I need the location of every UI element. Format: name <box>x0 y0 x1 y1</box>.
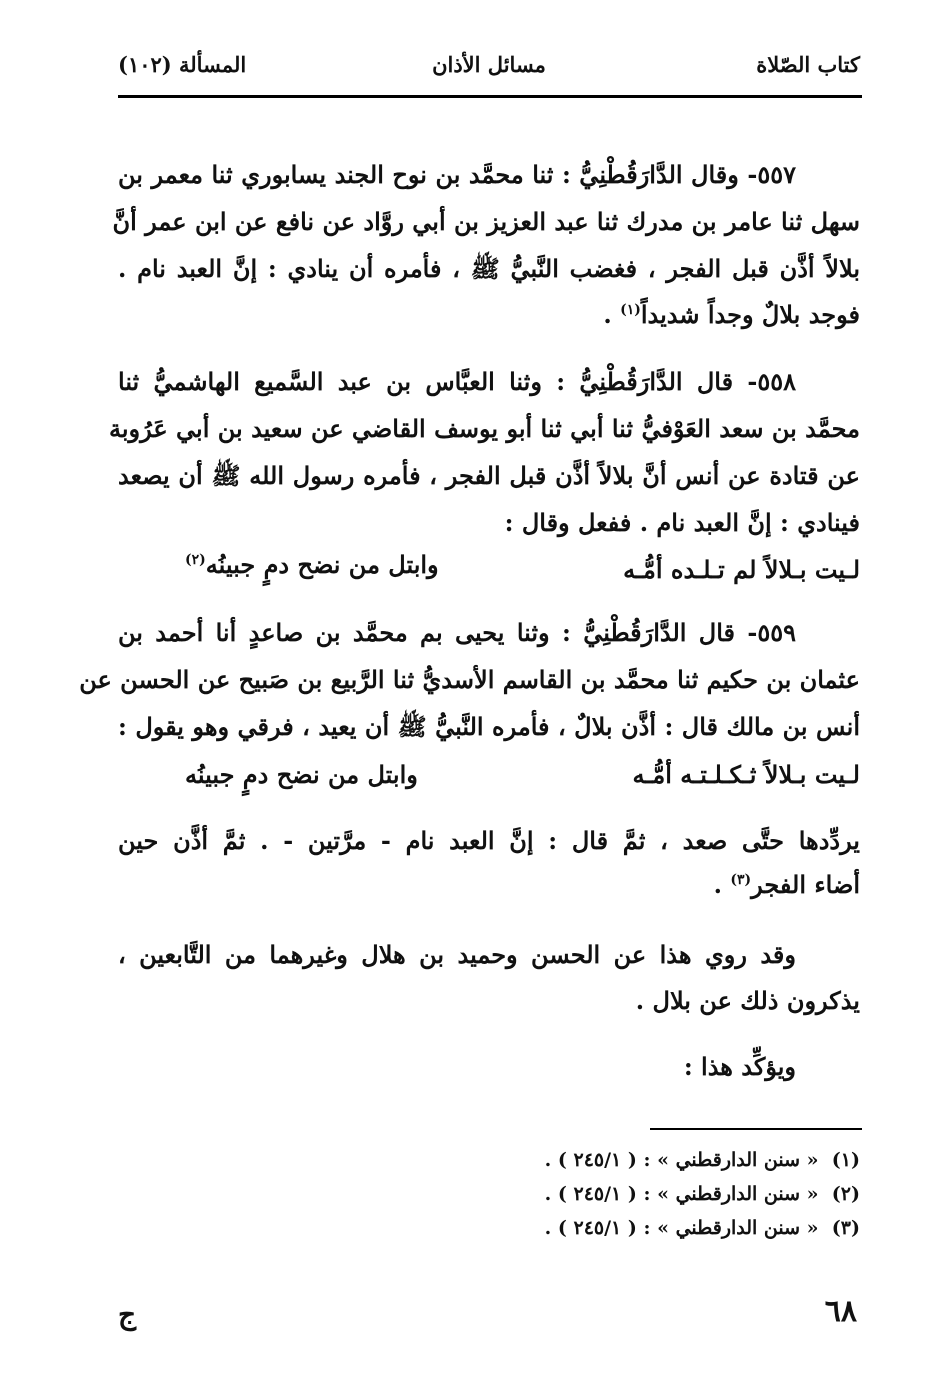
footnote-rule <box>650 1128 862 1130</box>
footnote-ref: (١) <box>620 302 641 318</box>
footnote-ref: (٢) <box>185 552 206 568</box>
footnote-text: « سنن الدارقطني » : ( ٢٤٥/١ ) . <box>544 1217 819 1239</box>
text-line: يردِّدها حتَّى صعد ، ثمَّ قال : إنَّ العبد نام - مرَّتين - . ثمَّ أذَّن حين <box>118 826 860 855</box>
footnote-number: (٣) <box>831 1217 860 1239</box>
text-line: يذكرون ذلك عن بلال . <box>635 986 860 1015</box>
text-line <box>118 298 860 334</box>
full-stop: . <box>603 300 612 329</box>
running-header <box>118 52 860 86</box>
signature-mark: ج <box>118 1298 137 1331</box>
verse-right-hemistich: لـيت بـلالاً ثـكـلـتـه أمُّـه <box>632 760 860 789</box>
footnote <box>545 1180 860 1208</box>
text-line: فينادي : إنَّ العبد نام . ففعل وقال : <box>504 508 860 537</box>
footnote-text: « سنن الدارقطني » : ( ٢٤٥/١ ) . <box>544 1183 819 1205</box>
footnote-ref: (٣) <box>730 872 752 888</box>
footnote <box>545 1146 860 1174</box>
page-number: ٦٨ <box>824 1294 857 1329</box>
text-line: ويؤكِّد هذا : <box>683 1052 796 1081</box>
footnote-text: « سنن الدارقطني » : ( ٢٤٥/١ ) . <box>544 1149 819 1171</box>
text-line: أنس بن مالك قال : أذَّن بلالٌ ، فأمره النَّبيُّ ﷺ أن يعيد ، فرقي وهو يقول : <box>118 712 860 741</box>
text-line: ٥٥٨- قال الدَّارَقُطْنِيُّ : وثنا العبَّاس بن عبد السَّميع الهاشميُّ ثنا <box>118 367 796 396</box>
text-line: بلالاً أذَّن قبل الفجر ، فغضب النَّبيُّ ﷺ ، فأمره أن ينادي : إنَّ العبد نام . <box>118 254 860 283</box>
verse-text: وابتل من نضح دمٍ جبينُه <box>205 550 439 579</box>
text-line: محمَّد بن سعد العَوْفيُّ ثنا أبي ثنا أبو يوسف القاضي عن سعيد بن أبي عَرُوبة <box>109 414 860 443</box>
text-line <box>118 868 860 904</box>
text-run: فوجد بلالٌ وجداً شديداً <box>640 300 860 329</box>
text-line: سهل ثنا عامر بن مدرك ثنا عبد العزيز بن أبي روَّاد عن نافع عن ابن عمر أنَّ <box>112 207 860 236</box>
text-line: ٥٥٩- قال الدَّارَقُطْنِيُّ : وثنا يحيى بم محمَّد بن صاعدٍ أنا أحمد بن <box>118 618 796 647</box>
footnote <box>545 1214 860 1242</box>
text-line: ٥٥٧- وقال الدَّارَقُطْنِيُّ : ثنا محمَّد بن نوح الجند يسابوري ثنا معمر بن <box>118 160 796 189</box>
footnote-number: (٢) <box>831 1183 860 1205</box>
verse-left-hemistich <box>185 548 439 582</box>
header-rule <box>118 95 862 98</box>
full-stop: . <box>713 870 722 899</box>
footnote-number: (١) <box>831 1149 860 1171</box>
text-line: وقد روي هذا عن الحسن وحميد بن هلال وغيرهما من التَّابعين ، <box>118 940 796 969</box>
verse-right-hemistich: لـيت بـلالاً لم تـلـده أمُّـه <box>623 555 860 584</box>
text-line: عثمان بن حكيم ثنا محمَّد بن القاسم الأسديُّ ثنا الرَّبيع بن صَبيح عن الحسن عن <box>79 665 860 694</box>
header-issue-number: المسألة (١٠٢) <box>118 52 247 77</box>
verse-left-hemistich: وابتل من نضح دمٍ جبينُه <box>185 760 418 789</box>
header-chapter-title: مسائل الأذان <box>432 52 546 77</box>
text-line: عن قتادة عن أنس أنَّ بلالاً أذَّن قبل الفجر ، فأمره رسول الله ﷺ أن يصعد <box>118 461 861 490</box>
text-run: أضاء الفجر <box>751 870 860 899</box>
header-book-title: كتاب الصّلاة <box>756 52 860 77</box>
